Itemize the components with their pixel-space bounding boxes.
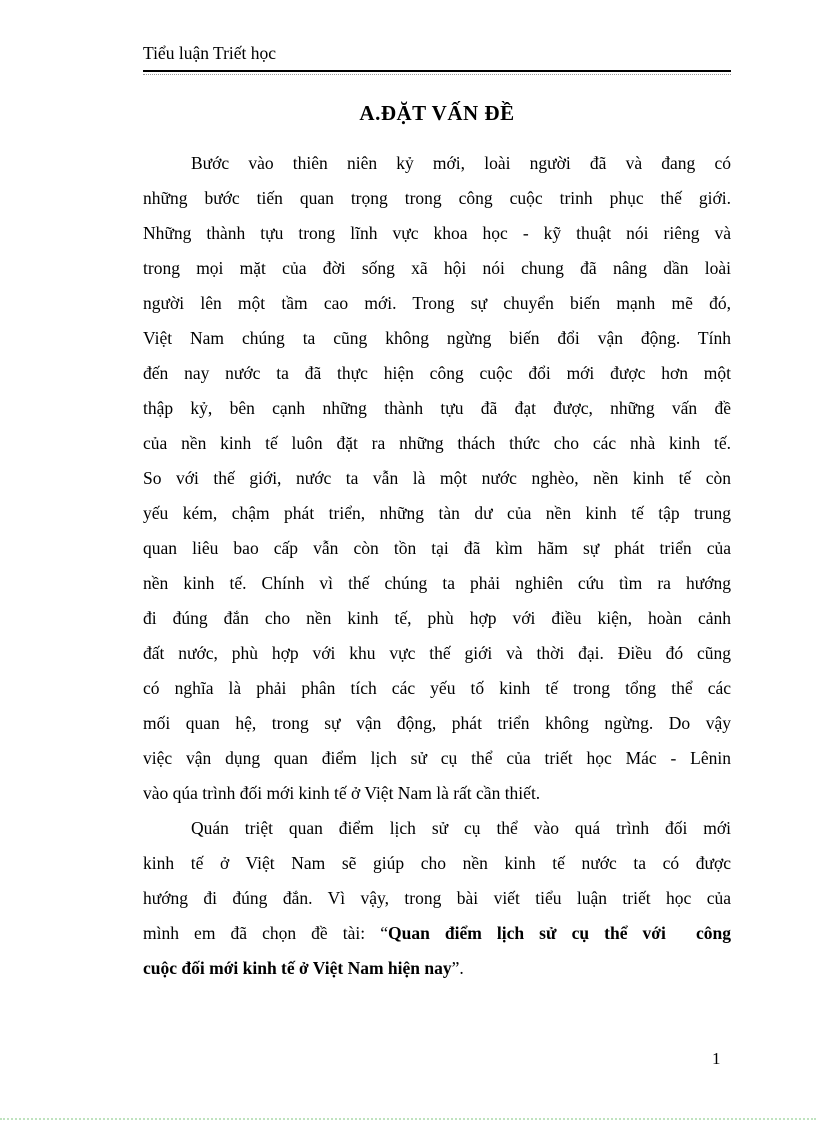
text-segment: của nền kinh tế luôn đặt ra những thách thức cho các nhà kinh tế. [143,433,731,453]
text-segment: việc vận dụng quan điểm lịch sử cụ thể của triết học Mác - Lênin [143,748,731,768]
text-segment: vào qúa trình đối mới kinh tế ở Việt Nam là rất cần thiết. [143,783,541,803]
text-line [143,671,731,706]
text-line [143,881,731,916]
text-line [143,916,731,951]
page-break-indicator [0,1118,816,1120]
text-segment: có nghĩa là phải phân tích các yếu tố kinh tế trong tổng thể các [143,678,731,698]
text-segment: yếu kém, chậm phát triển, những tàn dư của nền kinh tế tập trung [143,503,731,523]
text-line [143,181,731,216]
text-segment: Bước vào thiên niên kỷ mới, loài người đã và đang có [191,153,731,173]
text-line [143,636,731,671]
text-segment: ”. [451,958,464,978]
document-title: A.ĐẶT VẤN ĐỀ [359,101,515,125]
text-segment: kinh tế ở Việt Nam sẽ giúp cho nền kinh tế nước ta có được [143,853,731,873]
header-text: Tiểu luận Triết học [143,43,277,63]
text-segment: hướng đi đúng đắn. Vì vậy, trong bài viết tiểu luận triết học của [143,888,731,908]
text-segment: Những thành tựu trong lĩnh vực khoa học - kỹ thuật nói riêng và [143,223,731,243]
text-segment: đất nước, phù hợp với khu vực thế giới và thời đại. Điều đó cũng [143,643,731,663]
text-line [143,811,731,846]
text-line [143,951,731,986]
text-line [143,356,731,391]
text-line [143,566,731,601]
text-line [143,741,731,776]
text-segment: trong mọi mặt của đời sống xã hội nói chung đã nâng dần loài [143,258,731,278]
text-segment: Việt Nam chúng ta cũng không ngừng biến đổi vận động. Tính [143,328,731,348]
text-line [143,706,731,741]
text-segment: nền kinh tế. Chính vì thế chúng ta phải nghiên cứu tìm ra hướng [143,573,731,593]
text-line [143,391,731,426]
text-segment: quan liêu bao cấp vẫn còn tồn tại đã kìm hãm sự phát triển của [143,538,731,558]
text-segment: mối quan hệ, trong sự vận động, phát triển không ngừng. Do vậy [143,713,731,733]
text-line [143,286,731,321]
emphasized-text: cuộc đối mới kinh tế ở Việt Nam hiện nay [143,958,452,978]
text-segment: những bước tiến quan trọng trong công cuộc trinh phục thế giới. [143,188,731,208]
text-segment: đi đúng đắn cho nền kinh tế, phù hợp với điều kiện, hoàn cảnh [143,608,731,628]
text-segment: người lên một tầm cao mới. Trong sự chuyển biến mạnh mẽ đó, [143,293,731,313]
text-segment: mình em đã chọn đề tài: “ [143,923,388,943]
body-text [143,146,731,986]
text-line [143,461,731,496]
text-line [143,776,731,811]
text-segment: thập kỷ, bên cạnh những thành tựu đã đạt được, những vấn đề [143,398,731,418]
text-line [143,601,731,636]
text-segment: So với thế giới, nước ta vẫn là một nước nghèo, nền kinh tế còn [143,468,731,488]
text-line [143,216,731,251]
text-line [143,846,731,881]
text-segment: Quán triệt quan điểm lịch sử cụ thể vào quá trình đối mới [191,818,731,838]
text-line [143,531,731,566]
text-line [143,321,731,356]
page-header [143,42,731,72]
page-number: 1 [712,1049,721,1068]
text-line [143,146,731,181]
text-line [143,251,731,286]
text-line [143,496,731,531]
text-line [143,426,731,461]
header-rule [143,74,731,75]
emphasized-text: Quan điểm lịch sử cụ thể với công [387,923,731,943]
text-segment: đến nay nước ta đã thực hiện công cuộc đổi mới được hơn một [143,363,731,383]
